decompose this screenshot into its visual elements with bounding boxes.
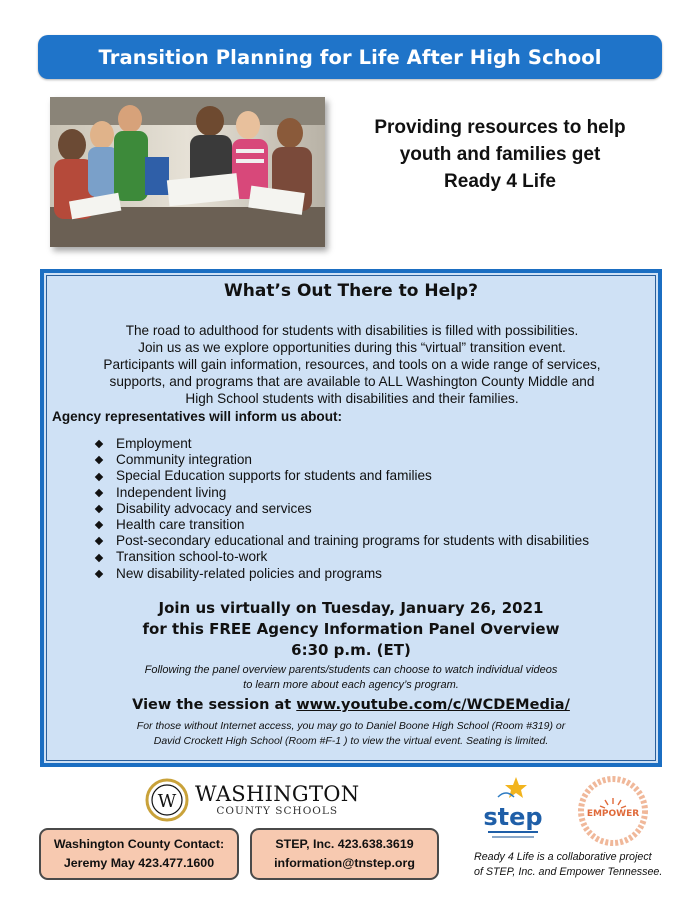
intro-line: High School students with disabilities and their families. — [185, 391, 519, 406]
bullet-diamond-icon — [95, 488, 103, 496]
contact-email[interactable]: information@tnstep.org — [274, 856, 415, 870]
info-box — [40, 269, 662, 767]
event-line: 6:30 p.m. (ET) — [291, 641, 411, 659]
followup-line: to learn more about each agency’s program. — [243, 679, 459, 691]
topic-label: Employment — [116, 436, 192, 451]
intro-paragraph — [64, 322, 640, 407]
topic-label: Disability advocacy and services — [116, 500, 312, 516]
bullet-diamond-icon — [95, 521, 103, 529]
star-icon — [505, 777, 527, 798]
list-item — [94, 468, 589, 484]
tagline-line: youth and families get — [399, 144, 601, 165]
intro-line: The road to adulthood for students with disabilities is filled with possibilities. — [125, 323, 579, 338]
topic-label: New disability-related policies and programs — [116, 565, 382, 581]
topic-label: Transition school-to-work — [116, 549, 268, 565]
empower-logo-text: EMPOWER — [586, 809, 640, 819]
event-line: Join us virtually on Tuesday, January 26, 2021 — [158, 599, 544, 617]
event-details — [44, 598, 658, 661]
access-line: David Crockett High School (Room #F-1 ) to view the virtual event. Seating is limited. — [153, 735, 549, 747]
wcs-emblem-letter: W — [157, 791, 177, 812]
empower-logo — [573, 776, 653, 846]
section-heading: What’s Out There to Help? — [224, 281, 478, 301]
washington-contact-box — [39, 828, 239, 880]
topic-label: Community integration — [116, 452, 252, 468]
step-contact-box — [250, 828, 439, 880]
list-item — [94, 436, 589, 452]
bullet-diamond-icon — [95, 472, 103, 480]
list-item — [94, 566, 589, 582]
list-item — [94, 533, 589, 549]
tagline — [340, 114, 660, 195]
students-photo — [50, 97, 325, 247]
bullet-diamond-icon — [95, 553, 103, 561]
tagline-line: Providing resources to help — [374, 117, 626, 138]
collab-line: Ready 4 Life is a collaborative project — [474, 851, 652, 863]
step-logo — [478, 775, 548, 845]
intro-line: Participants will gain information, resources, and tools on a wide range of services, — [103, 357, 601, 372]
list-item — [94, 549, 589, 565]
list-item — [94, 452, 589, 468]
step-logo-text: step — [483, 803, 543, 831]
contact-line: STEP, Inc. 423.638.3619 — [275, 837, 414, 851]
bullet-diamond-icon — [95, 569, 103, 577]
wcs-emblem-icon — [145, 778, 189, 822]
topic-list — [94, 436, 589, 582]
view-session — [44, 697, 658, 713]
bullet-diamond-icon — [95, 440, 103, 448]
list-item — [94, 501, 589, 517]
washington-county-schools-logo — [145, 778, 360, 822]
list-item — [94, 485, 589, 501]
topic-label: Special Education supports for students and families — [116, 468, 432, 484]
bullet-diamond-icon — [95, 456, 103, 464]
access-note — [44, 719, 658, 749]
title-banner — [38, 35, 662, 79]
collab-line: of STEP, Inc. and Empower Tennessee. — [474, 866, 663, 878]
wcs-name: WASHINGTON — [195, 782, 360, 806]
agency-heading: Agency representatives will inform us about: — [52, 409, 343, 424]
bullet-diamond-icon — [95, 537, 103, 545]
contact-line: Washington County Contact: — [53, 837, 225, 851]
contact-line: Jeremy May 423.477.1600 — [63, 856, 215, 870]
list-item — [94, 517, 589, 533]
tagline-line: Ready 4 Life — [444, 171, 556, 192]
collaboration-note — [474, 850, 674, 880]
topic-label: Health care transition — [116, 517, 245, 533]
intro-line: supports, and programs that are available to ALL Washington County Middle and — [109, 374, 595, 389]
wcs-subtitle: COUNTY SCHOOLS — [216, 805, 339, 817]
panel-followup-note — [44, 663, 658, 693]
topic-label: Post-secondary educational and training programs for students with disabilities — [116, 533, 590, 549]
event-line: for this FREE Agency Information Panel Overview — [142, 620, 560, 638]
followup-line: Following the panel overview parents/students can choose to watch individual videos — [144, 664, 558, 676]
youtube-link[interactable]: www.youtube.com/c/WCDEMedia/ — [296, 697, 570, 713]
view-session-prefix: View the session at — [132, 697, 297, 713]
access-line: For those without Internet access, you may go to Daniel Boone High School (Room #319) or — [136, 720, 566, 732]
page-title: Transition Planning for Life After High School — [98, 45, 602, 69]
bullet-diamond-icon — [95, 505, 103, 513]
topic-label: Independent living — [116, 484, 227, 500]
intro-line: Join us as we explore opportunities during this “virtual” transition event. — [138, 340, 566, 355]
